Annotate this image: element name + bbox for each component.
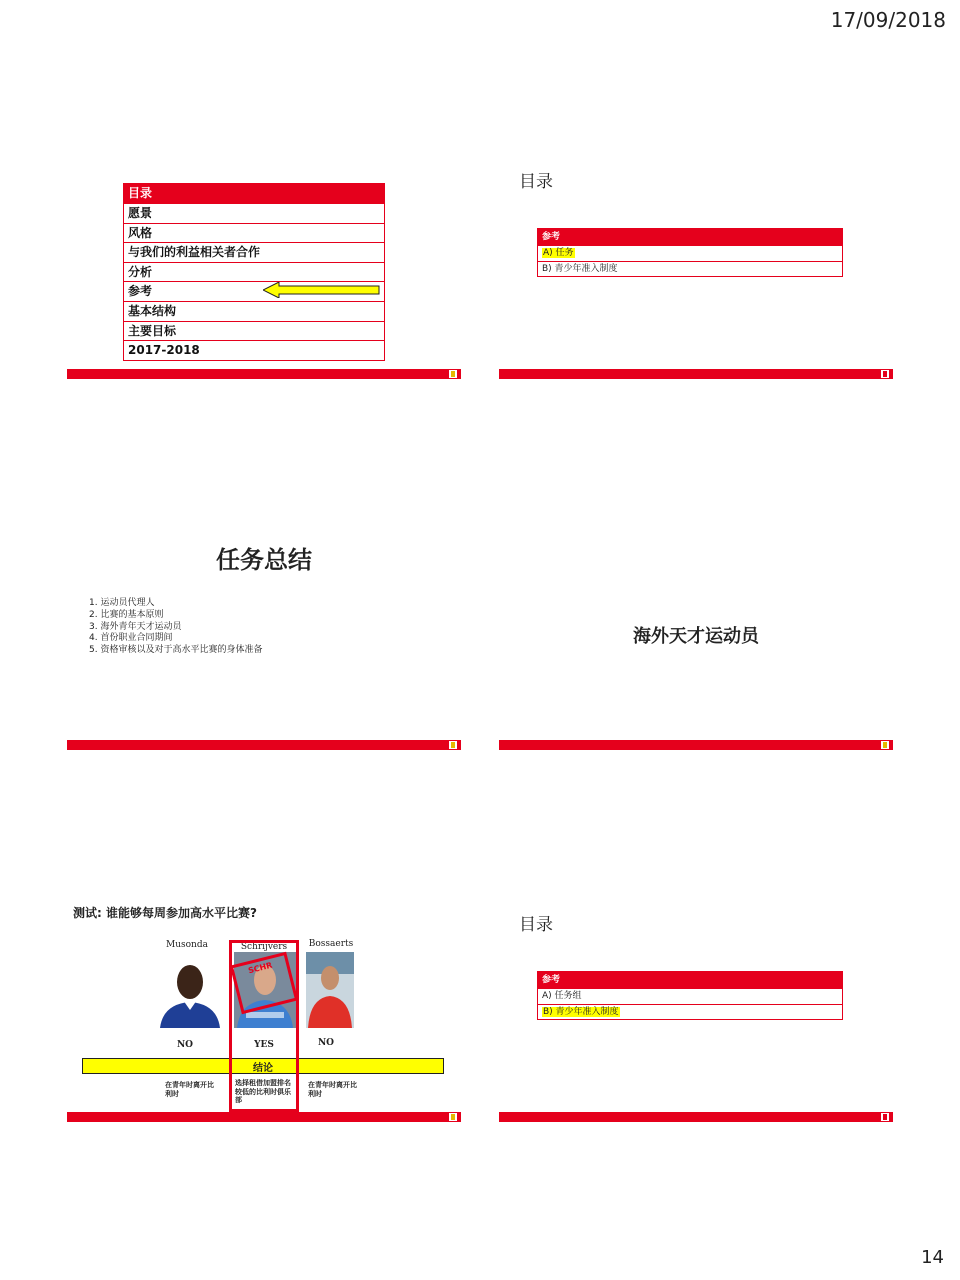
list-item: 3. 海外青年天才运动员 [89,621,182,632]
toc-item: 与我们的利益相关者合作 [124,242,384,262]
toc-item: 参考 [124,281,384,301]
slide-title: 目录 [519,915,553,935]
slide-5-quiz [67,880,461,1122]
reference-table [537,228,843,277]
highlighted-text: B) 青少年准入制度 [543,1006,619,1017]
toc-header: 目录 [124,184,384,203]
list-item: 1. 运动员代理人 [89,598,155,608]
logo-icon [881,370,889,378]
logo-icon [449,370,457,378]
slide-3-summary [67,508,461,750]
player-photo [155,952,225,1028]
table-header: 参考 [538,229,842,245]
table-header: 参考 [538,972,842,988]
toc-item: 愿景 [124,203,384,223]
toc-table [123,183,385,361]
verdict-label: NO [317,1038,335,1048]
print-date: 17/09/2018 [830,8,946,32]
player-name: Bossaerts [308,939,354,949]
verdict-label: NO [176,1040,194,1050]
slide-title: 海外天才运动员 [633,626,759,647]
stamp-mark: SCHR [230,952,298,1015]
page-number: 14 [921,1247,944,1268]
table-row: A) 任务组 [538,988,842,1004]
logo-icon [449,741,457,749]
slide-footer-bar [499,1112,893,1122]
toc-item: 2017-2018 [124,340,384,360]
player-note: 在青年时离开比利时 [308,1081,357,1098]
slide-footer-bar [499,740,893,750]
table-row: B) 青少年准入制度 [538,261,842,277]
toc-item: 主要目标 [124,321,384,341]
player-note: 在青年时离开比利时 [165,1081,214,1098]
slide-2-reference [499,137,893,379]
slide-title: 目录 [519,172,553,192]
slide-title: 任务总结 [216,546,312,574]
logo-icon [449,1113,457,1121]
highlight-box [229,940,299,1112]
slide-6-reference [499,880,893,1122]
slide-footer-bar [499,369,893,379]
list-item: 5. 资格审核以及对于高水平比赛的身体准备 [89,645,263,656]
slide-4-section [499,508,893,750]
highlighted-text: A) 任务 [543,248,574,258]
toc-item: 风格 [124,223,384,243]
verdict-label: YES [254,1040,274,1050]
slide-title: 测试: 谁能够每周参加高水平比赛? [73,906,257,920]
reference-table [537,971,843,1020]
player-note: 选择租借加盟排名较低的比利时俱乐部 [235,1079,291,1104]
table-row [538,1004,842,1020]
player-name: Musonda [166,940,208,950]
pointer-arrow-icon [263,282,381,298]
table-row [538,245,842,261]
summary-list [89,598,262,657]
player-name: Schrijvers [240,942,288,952]
slide-footer-bar [67,1112,461,1122]
conclusion-label: 结论 [253,1063,273,1074]
toc-item: 基本结构 [124,301,384,321]
slide-footer-bar [67,740,461,750]
logo-icon [881,1113,889,1121]
player-photo [306,952,354,1028]
logo-icon [881,741,889,749]
slide-1-toc [67,137,461,379]
toc-item: 分析 [124,262,384,282]
list-item: 2. 比赛的基本原则 [89,609,164,620]
list-item: 4. 首份职业合同期间 [89,633,173,644]
slide-footer-bar [67,369,461,379]
